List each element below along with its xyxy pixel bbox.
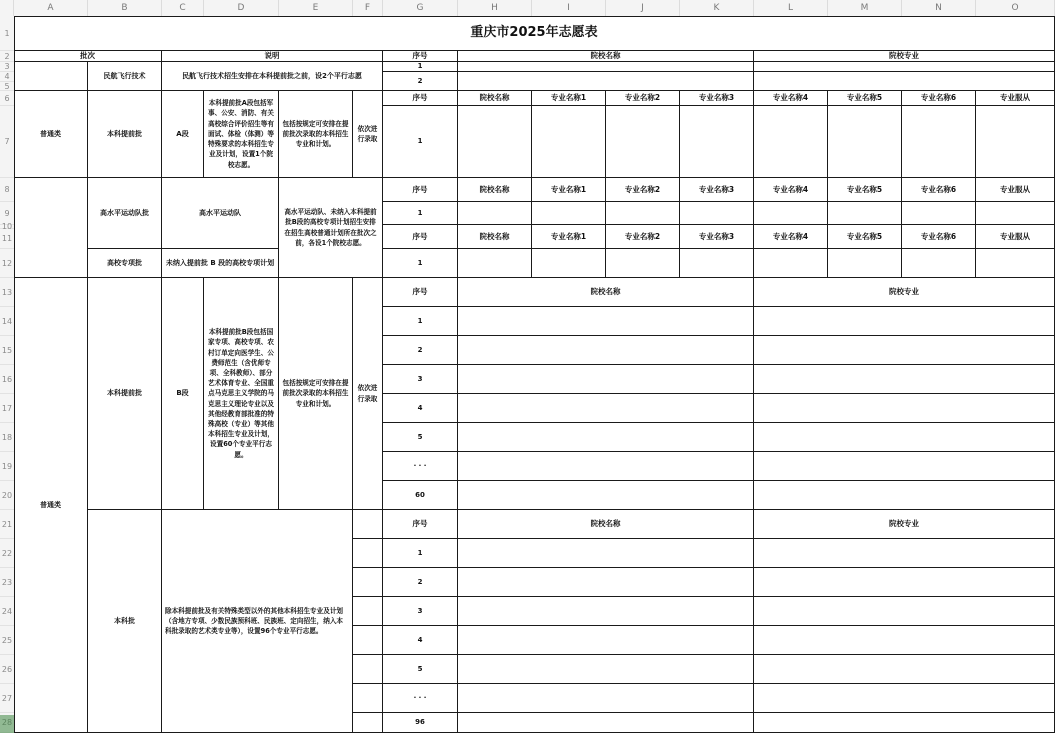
special-major6-header[interactable]: 专业名称6 <box>902 225 976 249</box>
early-a-segment[interactable]: A段 <box>162 91 204 178</box>
sports-major2-header[interactable]: 专业名称2 <box>606 178 680 202</box>
special-cell[interactable] <box>680 249 754 278</box>
row-header[interactable]: 8 <box>0 178 14 202</box>
sports-type-blank[interactable] <box>14 178 88 278</box>
aviation-batch-blank[interactable] <box>14 62 88 91</box>
regular-blank[interactable] <box>353 684 383 713</box>
regular-batch[interactable]: 本科批 <box>88 510 162 733</box>
special-major1-header[interactable]: 专业名称1 <box>532 225 606 249</box>
special-seq[interactable]: 1 <box>383 249 458 278</box>
column-header[interactable]: C <box>162 0 204 16</box>
early-b-school-cell[interactable] <box>458 423 754 452</box>
regular-major-cell[interactable] <box>754 684 1055 713</box>
special-batch[interactable]: 高校专项批 <box>88 249 162 278</box>
early-b-seq[interactable]: 2 <box>383 336 458 365</box>
column-header[interactable]: J <box>606 0 680 16</box>
early-a-order[interactable]: 依次进行录取 <box>353 91 383 178</box>
early-a-major3-header[interactable]: 专业名称3 <box>680 91 754 106</box>
row-header[interactable]: 21 <box>0 510 14 539</box>
column-header[interactable]: M <box>828 0 902 16</box>
early-b-school-header[interactable]: 院校名称 <box>458 278 754 307</box>
aviation-major-2[interactable] <box>754 72 1055 91</box>
sports-seq-header[interactable]: 序号 <box>383 178 458 202</box>
sports-school-header[interactable]: 院校名称 <box>458 178 532 202</box>
column-header[interactable]: F <box>353 0 383 16</box>
regular-major-cell[interactable] <box>754 539 1055 568</box>
regular-seq-header[interactable]: 序号 <box>383 510 458 539</box>
regular-blank[interactable] <box>353 597 383 626</box>
early-a-cell[interactable] <box>532 106 606 178</box>
row-header[interactable]: 19 <box>0 452 14 481</box>
row-header[interactable]: 24 <box>0 597 14 626</box>
early-a-cell[interactable] <box>828 106 902 178</box>
column-header-bar <box>0 0 1055 17</box>
special-obey-header[interactable]: 专业服从 <box>976 225 1055 249</box>
sports-seq[interactable]: 1 <box>383 202 458 225</box>
row-header[interactable]: 6 <box>0 91 14 106</box>
row-header[interactable]: 7 <box>0 106 14 178</box>
early-a-cell[interactable] <box>754 106 828 178</box>
row-header[interactable]: 15 <box>0 336 14 365</box>
seq-header[interactable]: 序号 <box>383 51 458 62</box>
row-header[interactable]: 9 <box>0 202 14 225</box>
sports-cell[interactable] <box>458 202 532 225</box>
special-major3-header[interactable]: 专业名称3 <box>680 225 754 249</box>
regular-major-cell[interactable] <box>754 655 1055 684</box>
early-b-seq[interactable]: 4 <box>383 394 458 423</box>
regular-school-cell[interactable] <box>458 684 754 713</box>
sports-major3-header[interactable]: 专业名称3 <box>680 178 754 202</box>
early-b-major-cell[interactable] <box>754 452 1055 481</box>
early-a-cell[interactable] <box>458 106 532 178</box>
row-header[interactable]: 5 <box>0 82 14 91</box>
row-header[interactable]: 12 <box>0 249 14 278</box>
row-header[interactable]: 18 <box>0 423 14 452</box>
special-cell[interactable] <box>828 249 902 278</box>
aviation-desc[interactable]: 民航飞行技术招生安排在本科提前批之前，设2个平行志愿 <box>162 62 383 91</box>
row-header[interactable]: 25 <box>0 626 14 655</box>
early-b-school-cell[interactable] <box>458 394 754 423</box>
early-b-major-cell[interactable] <box>754 307 1055 336</box>
column-header[interactable]: D <box>204 0 279 16</box>
early-b-order[interactable]: 依次进行录取 <box>353 278 383 510</box>
early-b-major-cell[interactable] <box>754 336 1055 365</box>
selected-row-indicator <box>0 715 14 733</box>
early-a-cell[interactable] <box>976 106 1055 178</box>
regular-major-cell[interactable] <box>754 713 1055 733</box>
early-a-cell[interactable] <box>606 106 680 178</box>
sports-major1-header[interactable]: 专业名称1 <box>532 178 606 202</box>
regular-major-cell[interactable] <box>754 568 1055 597</box>
row-header[interactable]: 13 <box>0 278 14 307</box>
aviation-major-1[interactable] <box>754 62 1055 72</box>
row-header[interactable]: 20 <box>0 481 14 510</box>
row-header[interactable]: 23 <box>0 568 14 597</box>
regular-school-cell[interactable] <box>458 655 754 684</box>
regular-seq[interactable]: 96 <box>383 713 458 733</box>
sports-special-desc[interactable]: 高水平运动队、未纳入本科提前批B段的高校专项计划招生安排在招生高校普通计划所在批次之前，各设1个院校志愿。 <box>279 178 383 278</box>
regular-seq[interactable]: · · · <box>383 684 458 713</box>
row-header[interactable]: 22 <box>0 539 14 568</box>
early-b-major-cell[interactable] <box>754 423 1055 452</box>
early-a-note[interactable]: 包括按规定可安排在提前批次录取的本科招生专业和计划。 <box>279 91 353 178</box>
regular-seq[interactable]: 1 <box>383 539 458 568</box>
early-b-major-cell[interactable] <box>754 481 1055 510</box>
row-header[interactable]: 14 <box>0 307 14 336</box>
sports-major6-header[interactable]: 专业名称6 <box>902 178 976 202</box>
school-name-header[interactable]: 院校名称 <box>458 51 754 62</box>
special-cell[interactable] <box>754 249 828 278</box>
special-cell[interactable] <box>976 249 1055 278</box>
aviation-school-1[interactable] <box>458 62 754 72</box>
sports-cell[interactable] <box>606 202 680 225</box>
regular-major-cell[interactable] <box>754 626 1055 655</box>
column-header[interactable]: O <box>976 0 1055 16</box>
early-a-major1-header[interactable]: 专业名称1 <box>532 91 606 106</box>
early-b-school-cell[interactable] <box>458 336 754 365</box>
early-b-batch[interactable]: 本科提前批 <box>88 278 162 510</box>
row-header-bar <box>0 16 15 733</box>
column-header[interactable]: B <box>88 0 162 16</box>
early-a-batch[interactable]: 本科提前批 <box>88 91 162 178</box>
early-b-segment[interactable]: B段 <box>162 278 204 510</box>
early-a-major2-header[interactable]: 专业名称2 <box>606 91 680 106</box>
column-header[interactable]: I <box>532 0 606 16</box>
row-header[interactable]: 27 <box>0 684 14 713</box>
column-header[interactable]: A <box>14 0 88 16</box>
aviation-seq-1[interactable]: 1 <box>383 62 458 72</box>
early-b-note[interactable]: 包括按规定可安排在提前批次录取的本科招生专业和计划。 <box>279 278 353 510</box>
early-b-seq[interactable]: · · · <box>383 452 458 481</box>
early-b-desc[interactable]: 本科提前批B段包括国家专项、高校专项、农村订单定向医学生、公费师范生（含优师专项、全科教师）、部分艺术体育专业、全国重点马克思主义学院的马克思主义理论专业以及其他经教育部批准的特殊高校（专业）等其他本科招生专业及计划，设置60个专业平行志愿。 <box>204 278 279 510</box>
special-cell[interactable] <box>902 249 976 278</box>
regular-school-cell[interactable] <box>458 626 754 655</box>
sheet-title[interactable]: 重庆市2025年志愿表 <box>14 16 1055 51</box>
early-b-major-cell[interactable] <box>754 394 1055 423</box>
general-type[interactable]: 普通类 <box>14 278 88 733</box>
early-b-school-cell[interactable] <box>458 452 754 481</box>
regular-school-cell[interactable] <box>458 713 754 733</box>
regular-blank[interactable] <box>353 510 383 539</box>
regular-school-cell[interactable] <box>458 539 754 568</box>
aviation-seq-2[interactable]: 2 <box>383 72 458 91</box>
early-a-obey-header[interactable]: 专业服从 <box>976 91 1055 106</box>
early-b-seq-header[interactable]: 序号 <box>383 278 458 307</box>
regular-blank[interactable] <box>353 568 383 597</box>
regular-school-cell[interactable] <box>458 568 754 597</box>
special-cell[interactable] <box>532 249 606 278</box>
aviation-name[interactable]: 民航飞行技术 <box>88 62 162 91</box>
row-header[interactable]: 1 <box>0 16 14 51</box>
regular-blank[interactable] <box>353 655 383 684</box>
early-b-major-cell[interactable] <box>754 365 1055 394</box>
early-b-seq[interactable]: 3 <box>383 365 458 394</box>
sports-cell[interactable] <box>828 202 902 225</box>
sports-cell[interactable] <box>680 202 754 225</box>
early-a-seq-header[interactable]: 序号 <box>383 91 458 106</box>
special-cell[interactable] <box>458 249 532 278</box>
sports-major5-header[interactable]: 专业名称5 <box>828 178 902 202</box>
special-major5-header[interactable]: 专业名称5 <box>828 225 902 249</box>
early-a-major6-header[interactable]: 专业名称6 <box>902 91 976 106</box>
early-a-school-header[interactable]: 院校名称 <box>458 91 532 106</box>
row-header[interactable]: 3 <box>0 62 14 72</box>
regular-blank[interactable] <box>353 539 383 568</box>
regular-major-cell[interactable] <box>754 597 1055 626</box>
column-header[interactable]: G <box>383 0 458 16</box>
row-header[interactable]: 17 <box>0 394 14 423</box>
early-b-school-cell[interactable] <box>458 307 754 336</box>
school-major-header[interactable]: 院校专业 <box>754 51 1055 62</box>
regular-seq[interactable]: 5 <box>383 655 458 684</box>
desc-header[interactable]: 说明 <box>162 51 383 62</box>
sports-cell[interactable] <box>976 202 1055 225</box>
column-header[interactable]: H <box>458 0 532 16</box>
early-a-desc[interactable]: 本科提前批A段包括军事、公安、消防、有关高校综合评价招生等有面试、体检（体测）等特殊要求的本科招生专业及计划，设置1个院校志愿。 <box>204 91 279 178</box>
row-header[interactable]: 26 <box>0 655 14 684</box>
row-header[interactable]: 11 <box>0 229 14 249</box>
special-major2-header[interactable]: 专业名称2 <box>606 225 680 249</box>
early-a-major4-header[interactable]: 专业名称4 <box>754 91 828 106</box>
early-b-major-header[interactable]: 院校专业 <box>754 278 1055 307</box>
row-header[interactable]: 10 <box>1 222 13 231</box>
early-b-school-cell[interactable] <box>458 365 754 394</box>
early-b-seq[interactable]: 1 <box>383 307 458 336</box>
regular-school-cell[interactable] <box>458 597 754 626</box>
early-a-type[interactable]: 普通类 <box>14 91 88 178</box>
row-header[interactable]: 2 <box>0 51 14 62</box>
sports-cell[interactable] <box>532 202 606 225</box>
early-a-seq[interactable]: 1 <box>383 106 458 178</box>
special-school-header[interactable]: 院校名称 <box>458 225 532 249</box>
special-major4-header[interactable]: 专业名称4 <box>754 225 828 249</box>
regular-major-header[interactable]: 院校专业 <box>754 510 1055 539</box>
batch-header[interactable]: 批次 <box>14 51 162 62</box>
sports-obey-header[interactable]: 专业服从 <box>976 178 1055 202</box>
column-header[interactable]: L <box>754 0 828 16</box>
early-b-seq[interactable]: 60 <box>383 481 458 510</box>
special-seq-header[interactable]: 序号 <box>383 225 458 249</box>
regular-blank[interactable] <box>353 713 383 733</box>
regular-seq[interactable]: 3 <box>383 597 458 626</box>
row-header[interactable]: 4 <box>0 72 14 82</box>
early-b-seq[interactable]: 5 <box>383 423 458 452</box>
aviation-school-2[interactable] <box>458 72 754 91</box>
sports-cell[interactable] <box>754 202 828 225</box>
regular-desc[interactable]: 除本科提前批及有关特殊类型以外的其他本科招生专业及计划（含地方专项、少数民族预科班、民族班、定向招生，纳入本科批录取的艺术类专业等），设置96个专业平行志愿。 <box>162 510 353 733</box>
special-cell[interactable] <box>606 249 680 278</box>
regular-school-header[interactable]: 院校名称 <box>458 510 754 539</box>
sports-cell[interactable] <box>902 202 976 225</box>
regular-seq[interactable]: 2 <box>383 568 458 597</box>
sports-major4-header[interactable]: 专业名称4 <box>754 178 828 202</box>
column-header[interactable]: N <box>902 0 976 16</box>
sports-name[interactable]: 高水平运动队 <box>162 178 279 249</box>
early-a-major5-header[interactable]: 专业名称5 <box>828 91 902 106</box>
row-header[interactable]: 16 <box>0 365 14 394</box>
early-a-cell[interactable] <box>902 106 976 178</box>
early-a-cell[interactable] <box>680 106 754 178</box>
column-header[interactable]: E <box>279 0 353 16</box>
early-b-school-cell[interactable] <box>458 481 754 510</box>
regular-seq[interactable]: 4 <box>383 626 458 655</box>
column-header[interactable]: K <box>680 0 754 16</box>
sports-batch[interactable]: 高水平运动队批 <box>88 178 162 249</box>
special-name[interactable]: 未纳入提前批 B 段的高校专项计划 <box>162 249 279 278</box>
select-all-corner[interactable] <box>0 0 14 16</box>
regular-blank[interactable] <box>353 626 383 655</box>
